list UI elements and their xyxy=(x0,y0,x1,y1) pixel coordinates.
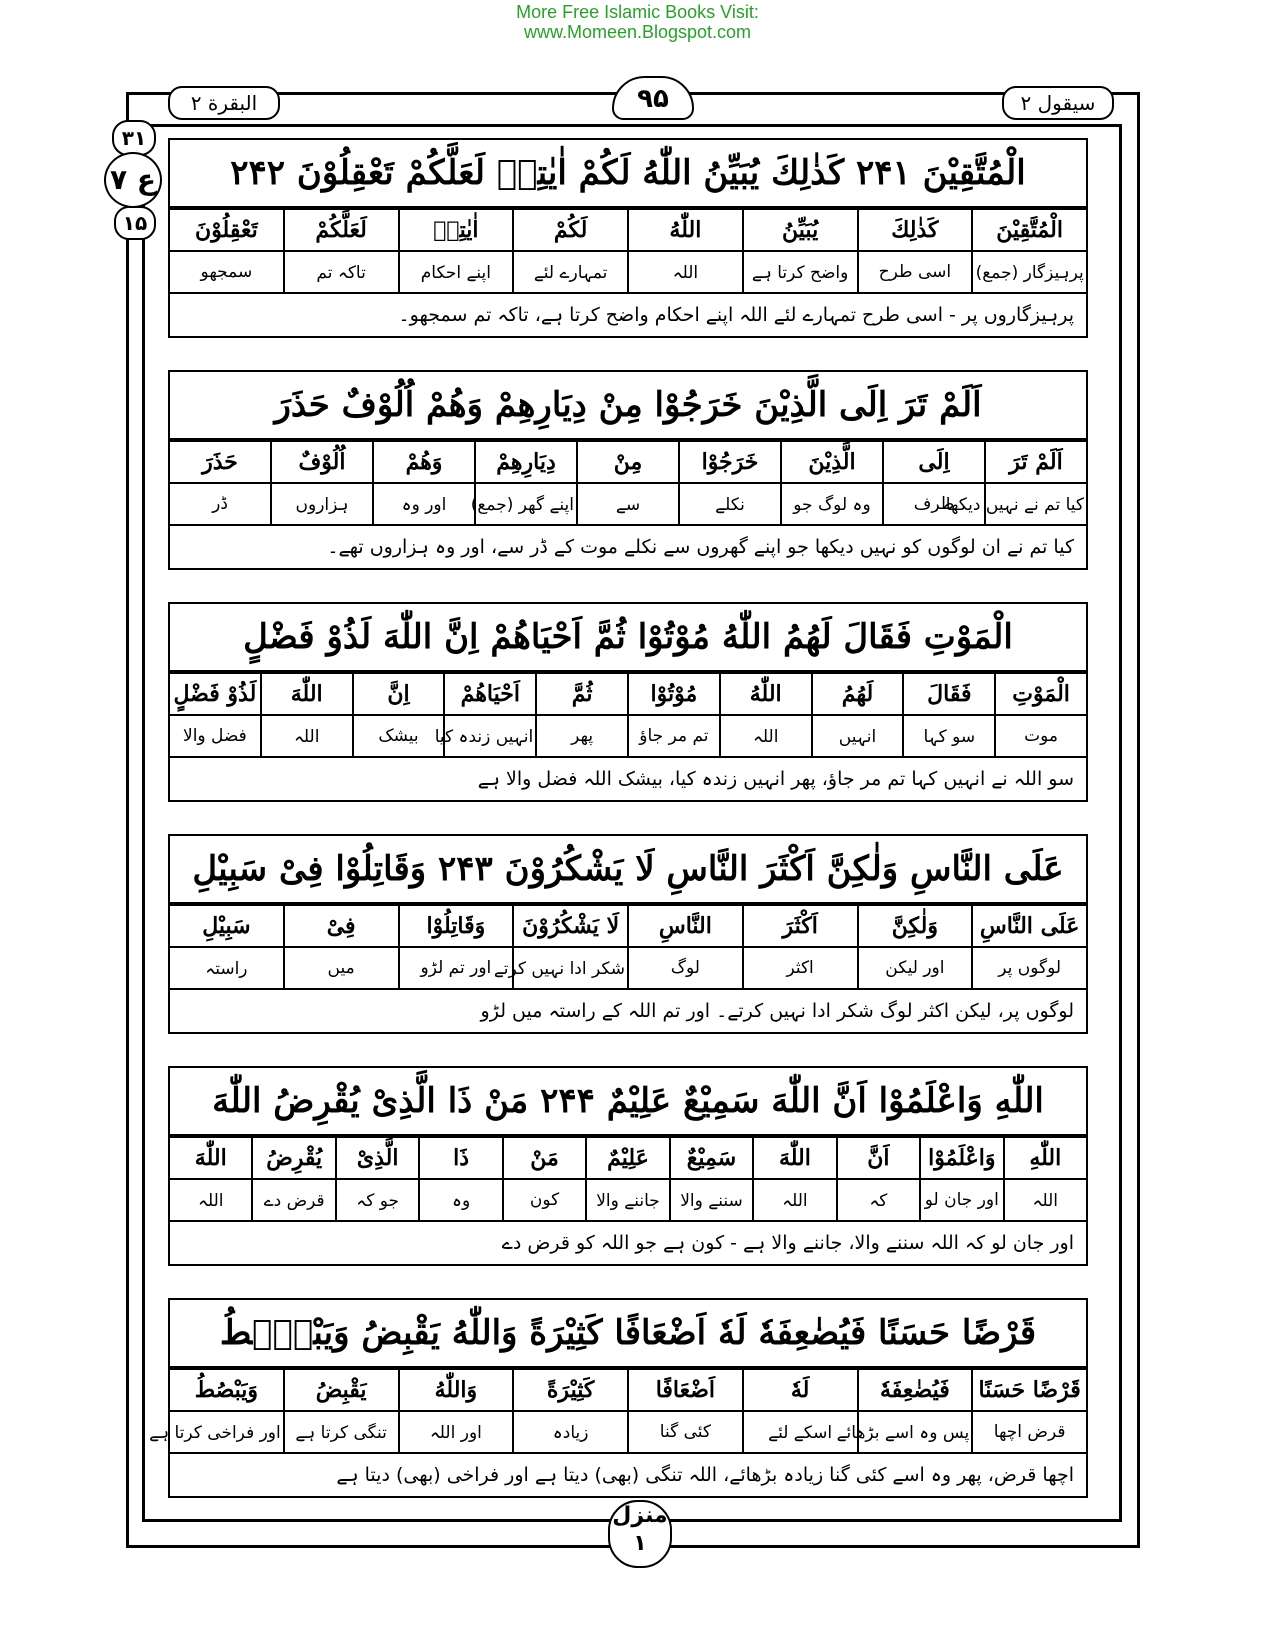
word-cell: الْمَوْتِ xyxy=(995,673,1087,715)
meaning-cell: اور وہ xyxy=(373,483,475,525)
meaning-cell: ڈر xyxy=(169,483,271,525)
word-cell: خَرَجُوْا xyxy=(679,441,781,483)
meaning-cell: اسی طرح xyxy=(858,251,973,293)
meaning-row xyxy=(169,1179,1087,1221)
arabic-verse-line: الْمَوْتِ فَقَالَ لَهُمُ اللّٰهُ مُوْتُوْا ثُمَّ اَحْیَاهُمْ اِنَّ اللّٰهَ لَذُوْ فَضْلٍ xyxy=(168,602,1088,672)
word-cell: اللّٰهُ xyxy=(720,673,812,715)
word-grid xyxy=(168,672,1088,758)
meaning-cell: موت xyxy=(995,715,1087,757)
word-cell: اَضْعَافًا xyxy=(628,1369,743,1411)
urdu-translation: سو اللہ نے انہیں کہا تم مر جاؤ، پھر انہیں زندہ کیا، بیشک اللہ فضل والا ہے xyxy=(168,758,1088,802)
meaning-cell: اور جان لو xyxy=(920,1179,1003,1221)
word-cell: الْمُتَّقِیْنَ xyxy=(972,209,1087,251)
surah-name-badge: البقرة ۲ xyxy=(168,86,280,120)
word-cell: یُبَیِّنُ xyxy=(743,209,858,251)
word-grid xyxy=(168,1136,1088,1222)
meaning-cell: انہیں زندہ کیا xyxy=(444,715,536,757)
meaning-cell: سمجھو xyxy=(169,251,284,293)
meaning-cell: پس وہ اسے بڑھائے xyxy=(858,1411,973,1453)
word-row xyxy=(169,673,1087,715)
para-name-badge: سیقول ۲ xyxy=(1002,86,1114,120)
meaning-cell: اسکے لئے xyxy=(743,1411,858,1453)
meaning-cell: نکلے xyxy=(679,483,781,525)
manzil-number: ۱ xyxy=(633,1531,647,1556)
meaning-cell: شکر ادا نہیں کرتے xyxy=(513,947,628,989)
meaning-cell: پرہیزگار (جمع) xyxy=(972,251,1087,293)
word-cell: تَعْقِلُوْنَ xyxy=(169,209,284,251)
meaning-cell: اور فراخی کرتا ہے xyxy=(169,1411,284,1453)
meaning-cell: اپنے گھر (جمع) xyxy=(475,483,577,525)
verse-section xyxy=(168,138,1088,338)
meaning-cell: زیادہ xyxy=(513,1411,628,1453)
word-cell: وَلٰكِنَّ xyxy=(858,905,973,947)
arabic-verse-line: اَلَمْ تَرَ اِلَى الَّذِیْنَ خَرَجُوْا مِنْ دِیَارِهِمْ وَهُمْ اُلُوْفٌ حَذَرَ xyxy=(168,370,1088,440)
word-grid xyxy=(168,440,1088,526)
arabic-verse-line: عَلَى النَّاسِ وَلٰكِنَّ اَكْثَرَ النَّاسِ لَا یَشْكُرُوْنَ ۲۴۳ وَقَاتِلُوْا فِیْ سَبِیْلِ xyxy=(168,834,1088,904)
meaning-cell: وہ لوگ جو xyxy=(781,483,883,525)
word-grid xyxy=(168,904,1088,990)
urdu-translation: اچھا قرض، پھر وہ اسے کئی گنا زیادہ بڑھائے، اللہ تنگی (بھی) دیتا ہے اور فراخی (بھی) دیتا ہے xyxy=(168,1454,1088,1498)
watermark-line1: More Free Islamic Books Visit: xyxy=(516,2,759,22)
meaning-cell: لوگ xyxy=(628,947,743,989)
meaning-cell: تاکہ تم xyxy=(284,251,399,293)
manzil-label: منزل xyxy=(612,1503,668,1528)
meaning-row xyxy=(169,1411,1087,1453)
meaning-cell: اور اللہ xyxy=(399,1411,514,1453)
meaning-cell: کہ xyxy=(837,1179,920,1221)
meaning-cell: تم مر جاؤ xyxy=(628,715,720,757)
word-cell: لَكُمْ xyxy=(513,209,628,251)
word-cell: وَاللّٰهُ xyxy=(399,1369,514,1411)
meaning-cell: بیشک xyxy=(353,715,445,757)
word-cell: لَذُوْ فَضْلٍ xyxy=(169,673,261,715)
verse-section xyxy=(149,1298,1088,1498)
arabic-verse-line: الْمُتَّقِیْنَ ۲۴۱ كَذٰلِكَ یُبَیِّنُ اللّٰهُ لَكُمْ اٰیٰتِهٖ لَعَلَّكُمْ تَعْقِلُوْنَ ۲۴۲ xyxy=(168,138,1088,208)
word-row xyxy=(169,1369,1087,1411)
verse-section xyxy=(168,834,1088,1034)
word-cell: اللّٰهِ xyxy=(1004,1137,1087,1179)
watermark xyxy=(0,2,1275,42)
meaning-row xyxy=(169,947,1087,989)
page-number: ۹۵ xyxy=(612,76,694,120)
urdu-translation: کیا تم نے ان لوگوں کو نہیں دیکھا جو اپنے گھروں سے نکلے موت کے ڈر سے، اور وہ ہزاروں تھے۔ xyxy=(168,526,1088,570)
word-cell: لَهُمُ xyxy=(812,673,904,715)
word-cell: اللّٰهَ xyxy=(169,1137,252,1179)
meaning-cell: قرض اچھا xyxy=(972,1411,1087,1453)
margin-para-number: ۳۱ xyxy=(112,120,156,156)
word-row xyxy=(169,1137,1087,1179)
meaning-cell: پھر xyxy=(536,715,628,757)
word-cell: اَحْیَاهُمْ xyxy=(444,673,536,715)
arabic-verse-line: قَرْضًا حَسَنًا فَیُضٰعِفَهٗ لَهٗ اَضْعَافًا كَثِیْرَةً وَاللّٰهُ یَقْبِضُ وَیَبْصُۜطُ xyxy=(168,1298,1088,1368)
meaning-cell: کون xyxy=(503,1179,586,1221)
meaning-cell: انہیں xyxy=(812,715,904,757)
word-cell: لَعَلَّكُمْ xyxy=(284,209,399,251)
meaning-cell: اللہ xyxy=(1004,1179,1087,1221)
meaning-cell: اکثر xyxy=(743,947,858,989)
meaning-cell: جاننے والا xyxy=(586,1179,669,1221)
word-cell: كَثِیْرَةً xyxy=(513,1369,628,1411)
word-cell: دِیَارِهِمْ xyxy=(475,441,577,483)
meaning-row xyxy=(169,251,1087,293)
watermark-line2[interactable]: www.Momeen.Blogspot.com xyxy=(523,22,752,42)
urdu-translation: لوگوں پر، لیکن اکثر لوگ شکر ادا نہیں کرتے۔ اور تم اللہ کے راستہ میں لڑو xyxy=(168,990,1088,1034)
word-cell: اِلَى xyxy=(883,441,985,483)
meaning-row xyxy=(169,715,1087,757)
word-row xyxy=(169,441,1087,483)
meaning-cell: اللہ xyxy=(628,251,743,293)
margin-ruku-number: ۱۵ xyxy=(114,206,156,240)
word-cell: لَا یَشْكُرُوْنَ xyxy=(513,905,628,947)
manzil-badge xyxy=(608,1500,672,1568)
word-cell: وَیَبْصُطُ xyxy=(169,1369,284,1411)
verse-section xyxy=(168,602,1088,802)
meaning-cell: سننے والا xyxy=(670,1179,753,1221)
meaning-cell: اور لیکن xyxy=(858,947,973,989)
word-cell: عَلِیْمٌ xyxy=(586,1137,669,1179)
urdu-translation: پرہیزگاروں پر - اسی طرح تمہارے لئے اللہ اپنے احکام واضح کرتا ہے، تاکہ تم سمجھو۔ xyxy=(168,294,1088,338)
meaning-cell: اللہ xyxy=(261,715,353,757)
word-cell: كَذٰلِكَ xyxy=(858,209,973,251)
word-cell: عَلَى النَّاسِ xyxy=(972,905,1087,947)
word-cell: اَلَمْ تَرَ xyxy=(985,441,1087,483)
word-grid xyxy=(168,208,1088,294)
word-cell: ثُمَّ xyxy=(536,673,628,715)
word-cell: اَكْثَرَ xyxy=(743,905,858,947)
word-cell: ذَا xyxy=(419,1137,502,1179)
meaning-cell: اور تم لڑو xyxy=(399,947,514,989)
word-cell: اللّٰهُ xyxy=(628,209,743,251)
meaning-cell: لوگوں پر xyxy=(972,947,1087,989)
word-row xyxy=(169,209,1087,251)
word-cell: وَاعْلَمُوْا xyxy=(920,1137,1003,1179)
meaning-cell: کیا تم نے نہیں دیکھا xyxy=(985,483,1087,525)
urdu-translation: اور جان لو کہ اللہ سننے والا، جاننے والا ہے - کون ہے جو اللہ کو قرض دے xyxy=(168,1222,1088,1266)
word-cell: مُوْتُوْا xyxy=(628,673,720,715)
meaning-row xyxy=(169,483,1087,525)
word-cell: قَرْضًا حَسَنًا xyxy=(972,1369,1087,1411)
meaning-cell: واضح کرتا ہے xyxy=(743,251,858,293)
word-cell: فِیْ xyxy=(284,905,399,947)
word-cell: وَهُمْ xyxy=(373,441,475,483)
meaning-cell: سو کہا xyxy=(903,715,995,757)
verse-section xyxy=(168,1066,1088,1266)
word-cell: لَهٗ xyxy=(743,1369,858,1411)
word-cell: یَقْبِضُ xyxy=(284,1369,399,1411)
word-cell: النَّاسِ xyxy=(628,905,743,947)
word-cell: الَّذِیْنَ xyxy=(781,441,883,483)
meaning-cell: اللہ xyxy=(720,715,812,757)
word-cell: اللّٰهَ xyxy=(261,673,353,715)
meaning-cell: سے xyxy=(577,483,679,525)
meaning-cell: تنگی کرتا ہے xyxy=(284,1411,399,1453)
word-cell: اِنَّ xyxy=(353,673,445,715)
word-cell: اُلُوْفٌ xyxy=(271,441,373,483)
meaning-cell: قرض دے xyxy=(252,1179,335,1221)
word-cell: وَقَاتِلُوْا xyxy=(399,905,514,947)
verse-section xyxy=(168,370,1088,570)
word-row xyxy=(169,905,1087,947)
word-cell: الَّذِیْ xyxy=(336,1137,419,1179)
word-cell: یُقْرِضُ xyxy=(252,1137,335,1179)
word-cell: مَنْ xyxy=(503,1137,586,1179)
meaning-cell: اللہ xyxy=(753,1179,836,1221)
meaning-cell: اللہ xyxy=(169,1179,252,1221)
word-cell: حَذَرَ xyxy=(169,441,271,483)
word-cell: مِنْ xyxy=(577,441,679,483)
meaning-cell: کئی گنا xyxy=(628,1411,743,1453)
meaning-cell: میں xyxy=(284,947,399,989)
meaning-cell: وہ xyxy=(419,1179,502,1221)
meaning-cell: جو کہ xyxy=(336,1179,419,1221)
meaning-cell: ہزاروں xyxy=(271,483,373,525)
meaning-cell: تمہارے لئے xyxy=(513,251,628,293)
word-cell: فَیُضٰعِفَهٗ xyxy=(858,1369,973,1411)
word-grid xyxy=(149,1368,1088,1454)
meaning-cell: اپنے احکام xyxy=(399,251,514,293)
word-cell: اللّٰهَ xyxy=(753,1137,836,1179)
arabic-verse-line: اللّٰهِ وَاعْلَمُوْا اَنَّ اللّٰهَ سَمِیْعٌ عَلِیْمٌ ۲۴۴ مَنْ ذَا الَّذِیْ یُقْرِضُ اللّٰهَ xyxy=(168,1066,1088,1136)
meaning-cell: راستہ xyxy=(169,947,284,989)
word-cell: فَقَالَ xyxy=(903,673,995,715)
word-cell: سَبِیْلِ xyxy=(169,905,284,947)
meaning-cell: فضل والا xyxy=(169,715,261,757)
margin-ruku-sign: ع ۷ xyxy=(104,152,162,208)
word-cell: اٰیٰتِهٖ xyxy=(399,209,514,251)
meaning-cell: طرف xyxy=(883,483,985,525)
word-cell: اَنَّ xyxy=(837,1137,920,1179)
word-cell: سَمِیْعٌ xyxy=(670,1137,753,1179)
